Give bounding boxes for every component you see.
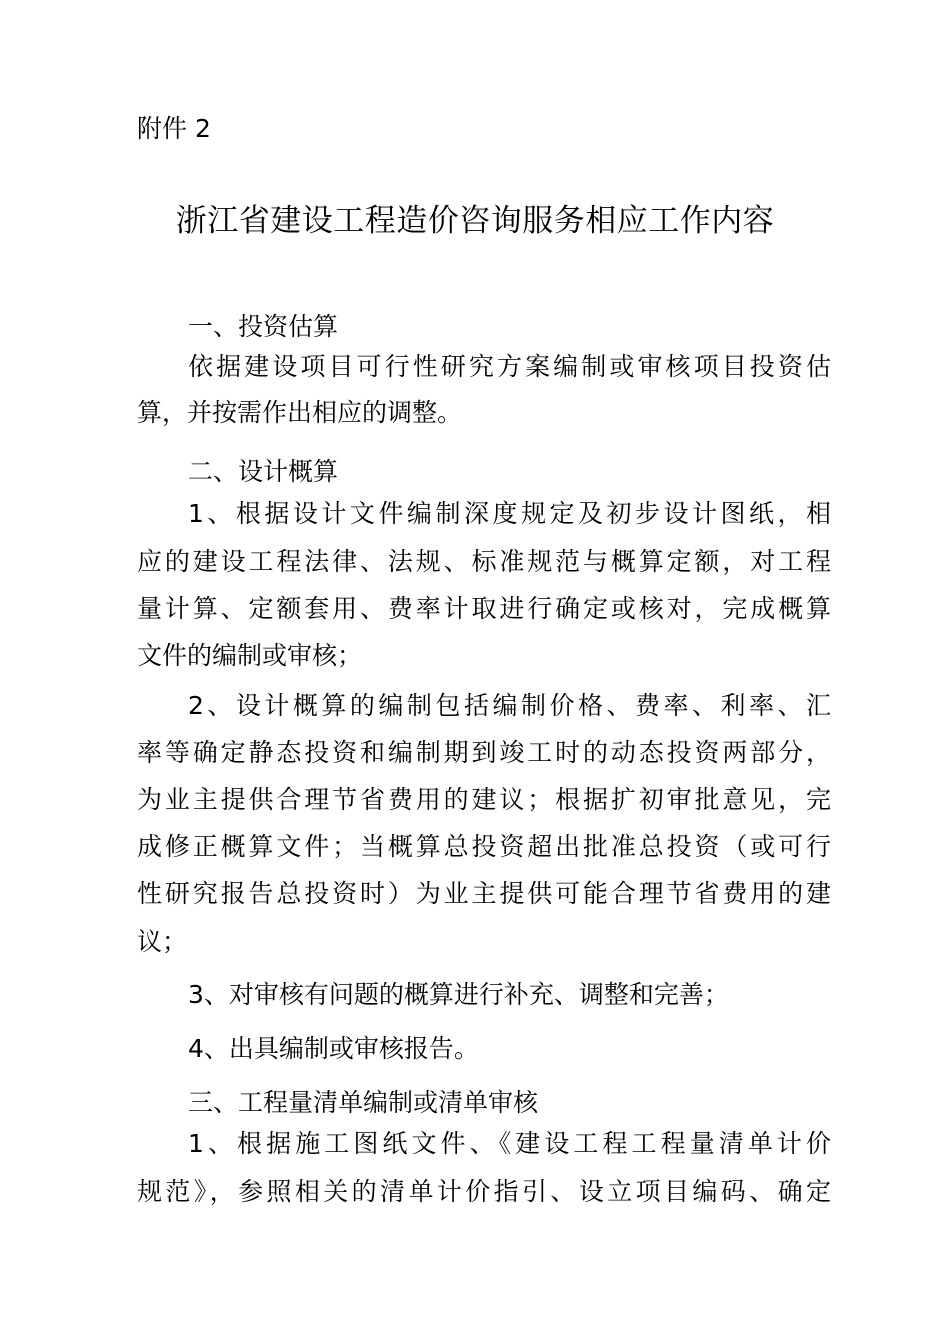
paragraph-line: 文件的编制或审核； — [137, 641, 363, 670]
paragraph-line: 依据建设项目可行性研究方案编制或审核项目投资估 — [188, 352, 831, 381]
paragraph-line: 1、根据施工图纸文件、《建设工程工程量清单计价 — [188, 1129, 831, 1158]
paragraph-line: 规范》，参照相关的清单计价指引、设立项目编码、确定 — [137, 1177, 831, 1206]
paragraph-line: 量计算、定额套用、费率计取进行确定或核对，完成概算 — [137, 594, 831, 623]
paragraph-line: 1、根据设计文件编制深度规定及初步设计图纸，相 — [188, 499, 831, 528]
section-heading-investment-estimate: 一、投资估算 — [188, 312, 339, 341]
section-heading-design-estimate: 二、设计概算 — [188, 457, 339, 486]
section-heading-bill-of-quantities: 三、工程量清单编制或清单审核 — [188, 1088, 539, 1117]
paragraph-line: 2、设计概算的编制包括编制价格、费率、利率、汇 — [188, 691, 831, 720]
paragraph-line: 应的建设工程法律、法规、标准规范与概算定额，对工程 — [137, 547, 831, 576]
paragraph-line: 成修正概算文件；当概算总投资超出批准总投资（或可行 — [137, 832, 831, 861]
paragraph-line: 性研究报告总投资时）为业主提供可能合理节省费用的建 — [137, 879, 831, 908]
paragraph-line: 率等确定静态投资和编制期到竣工时的动态投资两部分， — [137, 738, 831, 767]
paragraph-line: 4、出具编制或审核报告。 — [188, 1034, 479, 1063]
document-title: 浙江省建设工程造价咨询服务相应工作内容 — [175, 203, 775, 239]
paragraph-line: 算，并按需作出相应的调整。 — [137, 398, 463, 427]
paragraph-line: 议； — [137, 927, 188, 956]
paragraph-line: 为业主提供合理节省费用的建议；根据扩初审批意见，完 — [137, 785, 831, 814]
attachment-label: 附件 2 — [137, 114, 211, 143]
paragraph-line: 3、对审核有问题的概算进行补充、调整和完善； — [188, 980, 729, 1009]
